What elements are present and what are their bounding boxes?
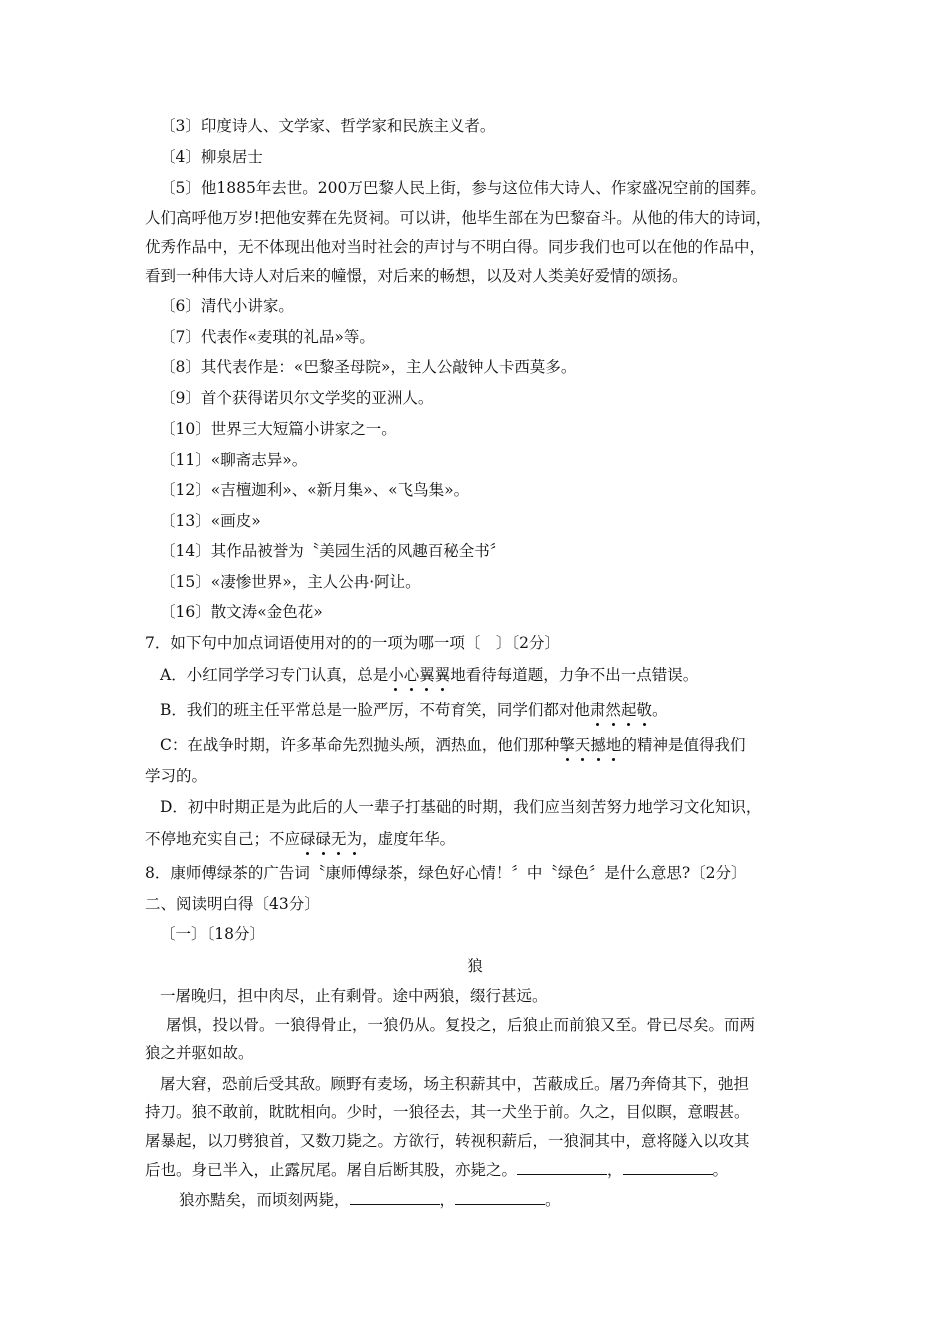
option-c-text: C：在战争时期，许多革命先烈抛头颅，洒热血，他们那种: [160, 736, 560, 754]
dotted-char: 肃: [589, 701, 606, 719]
period: 。: [712, 1161, 729, 1179]
dotted-char: 地: [605, 736, 622, 754]
dotted-char: 敬: [636, 701, 652, 719]
option-d-line1: D．初中时期正是为此后的人一辈子打基础的时期，我们应当刻苦努力地学习文化知识，: [160, 798, 762, 816]
author-item-12: 〔12〕«吉檀迦利»、«新月集»、«飞鸟集»。: [160, 481, 470, 499]
part-1-heading: 〔一〕〔18分〕: [160, 925, 265, 943]
dotted-char: 擎: [559, 736, 575, 754]
dotted-char: 碌: [300, 830, 316, 848]
question-7-stem: 7．如下句中加点词语使用对的的一项为哪一项〔 〕〔2分〕: [145, 634, 560, 652]
author-item-11: 〔11〕«聊斋志异»。: [160, 451, 308, 469]
poem-paragraph-3-line1: 屠大窘，恐前后受其敌。顾野有麦场，场主积薪其中，苫蔽成丘。屠乃奔倚其下，弛担: [160, 1075, 750, 1093]
poem-paragraph-3-line3: 屠暴起，以刀劈狼首，又数刀毙之。方欲行，转视积薪后，一狼洞其中，意将隧入以攻其: [145, 1132, 750, 1150]
author-item-15: 〔15〕«凄惨世界»，主人公冉·阿让。: [160, 573, 421, 591]
option-a-text: A．小红同学学习专门认真，总是: [160, 666, 389, 684]
answer-blank[interactable]: [350, 1190, 440, 1205]
author-item-9: 〔9〕首个获得诺贝尔文学奖的亚洲人。: [160, 389, 434, 407]
author-item-6: 〔6〕清代小讲家。: [160, 297, 294, 315]
poem-paragraph-4: [179, 1190, 561, 1210]
author-item-8: 〔8〕其代表作是：«巴黎圣母院»，主人公敲钟人卡西莫多。: [160, 358, 577, 376]
poem-text: 后也。身已半入，止露尻尾。屠自后断其股，亦毙之。: [145, 1161, 518, 1179]
option-d-line2: [145, 829, 455, 849]
author-item-5-line1: 〔5〕他1885年去世。200万巴黎人民上街，参与这位伟大诗人、作家盛况空前的国葬。: [160, 179, 766, 197]
dotted-char: 撼: [590, 736, 606, 754]
answer-blank[interactable]: [455, 1190, 545, 1205]
dotted-char: 翼: [419, 666, 435, 684]
poem-paragraph-3-line4: [145, 1160, 728, 1180]
poem-paragraph-2-line2: 狼之并驱如故。: [145, 1044, 254, 1062]
option-c-text-end: 的精神是值得我们: [621, 736, 746, 754]
author-item-5-line2: 人们高呼他万岁!把他安葬在先贤祠。可以讲，他毕生部在为巴黎奋斗。从他的伟大的诗词，: [145, 209, 772, 227]
comma: ，: [607, 1161, 623, 1179]
option-a: [160, 665, 698, 685]
author-item-5-line4: 看到一种伟大诗人对后来的幢憬，对后来的畅想，以及对人类美好爱情的颂扬。: [145, 267, 688, 285]
option-c: [160, 735, 745, 755]
author-item-10: 〔10〕世界三大短篇小讲家之一。: [160, 420, 397, 438]
poem-paragraph-1: 一屠晚归，担中肉尽，止有剩骨。途中两狼，缀行甚远。: [160, 987, 548, 1005]
option-a-text-end: 地看待每道题，力争不出一点错误。: [450, 666, 699, 684]
author-item-3: 〔3〕印度诗人、文学家、哲学家和民族主义者。: [160, 117, 496, 135]
answer-blank[interactable]: [623, 1160, 713, 1175]
dotted-char: 然: [605, 701, 621, 719]
poem-paragraph-2-line1: 屠惧，投以骨。一狼得骨止，一狼仍从。复投之，后狼止而前狼又至。骨已尽矣。而两: [166, 1016, 756, 1034]
comma: ，: [439, 1191, 456, 1209]
dotted-char: 无: [331, 830, 347, 848]
poem-paragraph-3-line2: 持刀。狼不敢前，眈眈相向。少时，一狼径去，其一犬坐于前。久之，目似瞑，意暇甚。: [145, 1103, 750, 1121]
author-item-7: 〔7〕代表作«麦琪的礼品»等。: [160, 328, 375, 346]
author-item-5-line3: 优秀作品中，无不体现出他对当时社会的声讨与不明白得。同步我们也可以在他的作品中，: [145, 238, 766, 256]
option-b: [160, 700, 667, 720]
poem-text: 狼亦黠矣，而顷刻两毙，: [179, 1191, 350, 1209]
author-item-16: 〔16〕散文涛«金色花»: [160, 603, 323, 621]
author-item-13: 〔13〕«画皮»: [160, 512, 261, 530]
dotted-char: 起: [620, 701, 637, 719]
period: 。: [545, 1191, 561, 1209]
author-item-4: 〔4〕柳泉居士: [160, 148, 263, 166]
dotted-char: 心: [403, 666, 420, 684]
dotted-char: 为: [346, 830, 363, 848]
dotted-char: 碌: [315, 830, 332, 848]
section-2-heading: 二、阅读明白得〔43分〕: [145, 895, 320, 913]
answer-blank[interactable]: [517, 1160, 607, 1175]
question-8: 8．康师傅绿茶的广告词〝康师傅绿茶，绿色好心情！〞中〝绿色〞是什么意思?〔2分〕: [145, 864, 747, 882]
option-b-text: B．我们的班主任平常总是一脸严厉，不苟育笑，同学们都对他: [160, 701, 590, 719]
dotted-char: 小: [388, 666, 404, 684]
dotted-char: 翼: [434, 666, 451, 684]
poem-title: 狼: [467, 957, 483, 975]
option-d-text: 不停地充实自己；不应: [145, 830, 301, 848]
dotted-char: 天: [574, 736, 591, 754]
option-d-text-end: ，虚度年华。: [362, 830, 456, 848]
option-c-line2: 学习的。: [145, 767, 208, 785]
author-item-14: 〔14〕其作品被誉为〝美园生活的风趣百秘全书〞: [160, 542, 506, 560]
option-b-text-end: 。: [651, 701, 668, 719]
